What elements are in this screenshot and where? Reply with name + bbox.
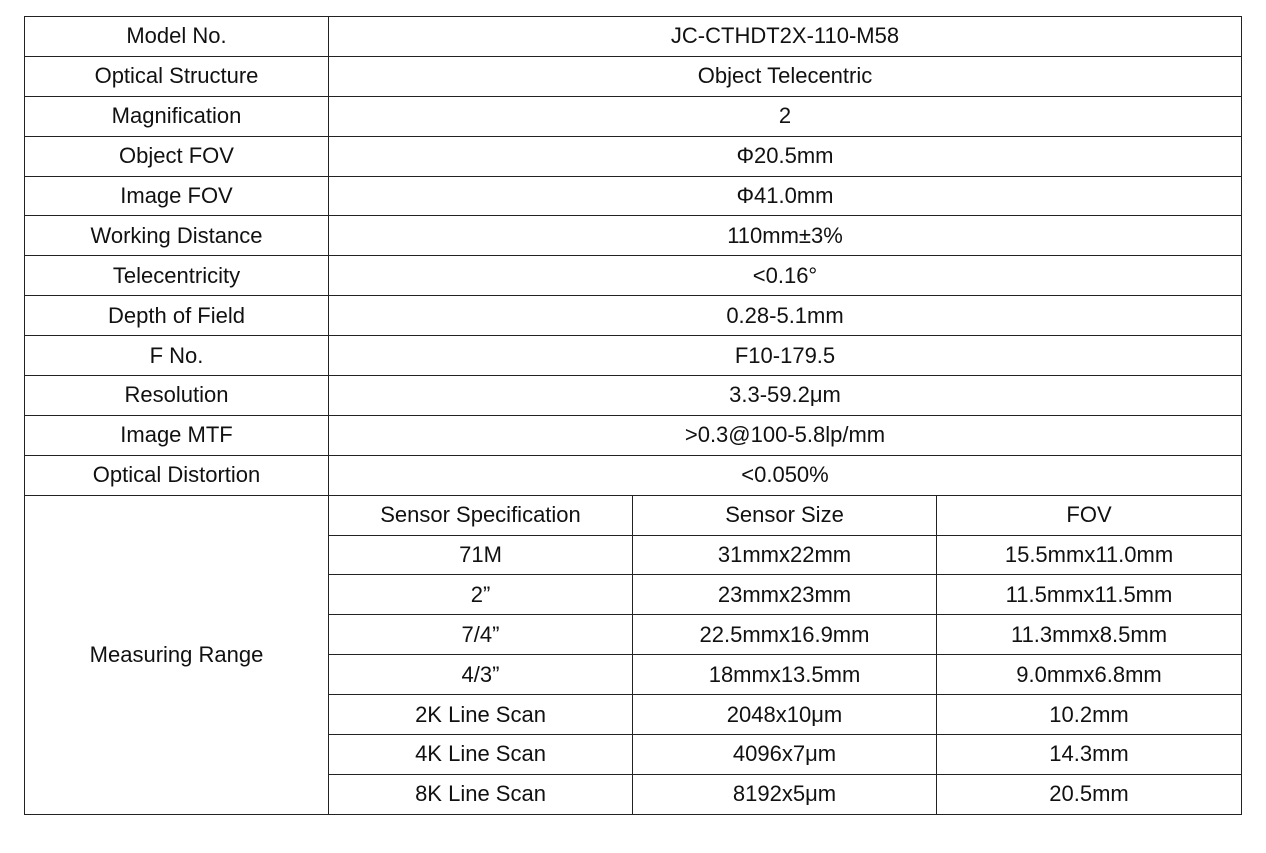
table-row xyxy=(25,176,1242,216)
spec-label: Resolution xyxy=(25,376,329,416)
spec-label: Working Distance xyxy=(25,216,329,256)
spec-label: Model No. xyxy=(25,17,329,57)
sensor-size-cell: 23mmx23mm xyxy=(633,575,937,615)
sensor-size-cell: 8192x5μm xyxy=(633,774,937,814)
table-row xyxy=(25,136,1242,176)
table-row xyxy=(25,296,1242,336)
sensor-size-cell: 22.5mmx16.9mm xyxy=(633,615,937,655)
spec-label: Depth of Field xyxy=(25,296,329,336)
fov-cell: 10.2mm xyxy=(937,695,1242,735)
fov-cell: 20.5mm xyxy=(937,774,1242,814)
sensor-spec-cell: 8K Line Scan xyxy=(329,774,633,814)
spec-value: 2 xyxy=(329,96,1242,136)
sensor-spec-cell: 71M xyxy=(329,535,633,575)
spec-label: Telecentricity xyxy=(25,256,329,296)
spec-value: JC-CTHDT2X-110-M58 xyxy=(329,17,1242,57)
sensor-spec-cell: 2K Line Scan xyxy=(329,695,633,735)
spec-value: 3.3-59.2μm xyxy=(329,376,1242,416)
sensor-size-cell: 4096x7μm xyxy=(633,735,937,775)
spec-label: Magnification xyxy=(25,96,329,136)
table-row xyxy=(25,56,1242,96)
spec-label: Optical Structure xyxy=(25,56,329,96)
spec-label: Image MTF xyxy=(25,415,329,455)
measuring-range-label: Measuring Range xyxy=(25,495,329,814)
fov-cell: 14.3mm xyxy=(937,735,1242,775)
spec-table xyxy=(24,16,1242,815)
spec-label: Optical Distortion xyxy=(25,455,329,495)
table-row xyxy=(25,17,1242,57)
sensor-size-cell: 18mmx13.5mm xyxy=(633,655,937,695)
spec-value: <0.16° xyxy=(329,256,1242,296)
sensor-size-cell: 31mmx22mm xyxy=(633,535,937,575)
spec-value: 110mm±3% xyxy=(329,216,1242,256)
column-header-sensor-size: Sensor Size xyxy=(633,495,937,535)
column-header-sensor-specification: Sensor Specification xyxy=(329,495,633,535)
spec-value: Φ41.0mm xyxy=(329,176,1242,216)
spec-label: F No. xyxy=(25,336,329,376)
sensor-size-cell: 2048x10μm xyxy=(633,695,937,735)
sensor-spec-cell: 7/4” xyxy=(329,615,633,655)
sensor-spec-cell: 2” xyxy=(329,575,633,615)
table-row xyxy=(25,376,1242,416)
table-row xyxy=(25,256,1242,296)
spec-value: Φ20.5mm xyxy=(329,136,1242,176)
spec-value: <0.050% xyxy=(329,455,1242,495)
column-header-fov: FOV xyxy=(937,495,1242,535)
fov-cell: 15.5mmx11.0mm xyxy=(937,535,1242,575)
spec-value: >0.3@100-5.8lp/mm xyxy=(329,415,1242,455)
fov-cell: 11.3mmx8.5mm xyxy=(937,615,1242,655)
table-row xyxy=(25,216,1242,256)
table-row xyxy=(25,336,1242,376)
spec-value: Object Telecentric xyxy=(329,56,1242,96)
sensor-spec-cell: 4/3” xyxy=(329,655,633,695)
table-row xyxy=(25,415,1242,455)
sensor-spec-cell: 4K Line Scan xyxy=(329,735,633,775)
table-row xyxy=(25,96,1242,136)
table-row xyxy=(25,455,1242,495)
spec-label: Object FOV xyxy=(25,136,329,176)
spec-value: 0.28-5.1mm xyxy=(329,296,1242,336)
table-row xyxy=(25,495,1242,535)
spec-value: F10-179.5 xyxy=(329,336,1242,376)
fov-cell: 9.0mmx6.8mm xyxy=(937,655,1242,695)
spec-label: Image FOV xyxy=(25,176,329,216)
fov-cell: 11.5mmx11.5mm xyxy=(937,575,1242,615)
